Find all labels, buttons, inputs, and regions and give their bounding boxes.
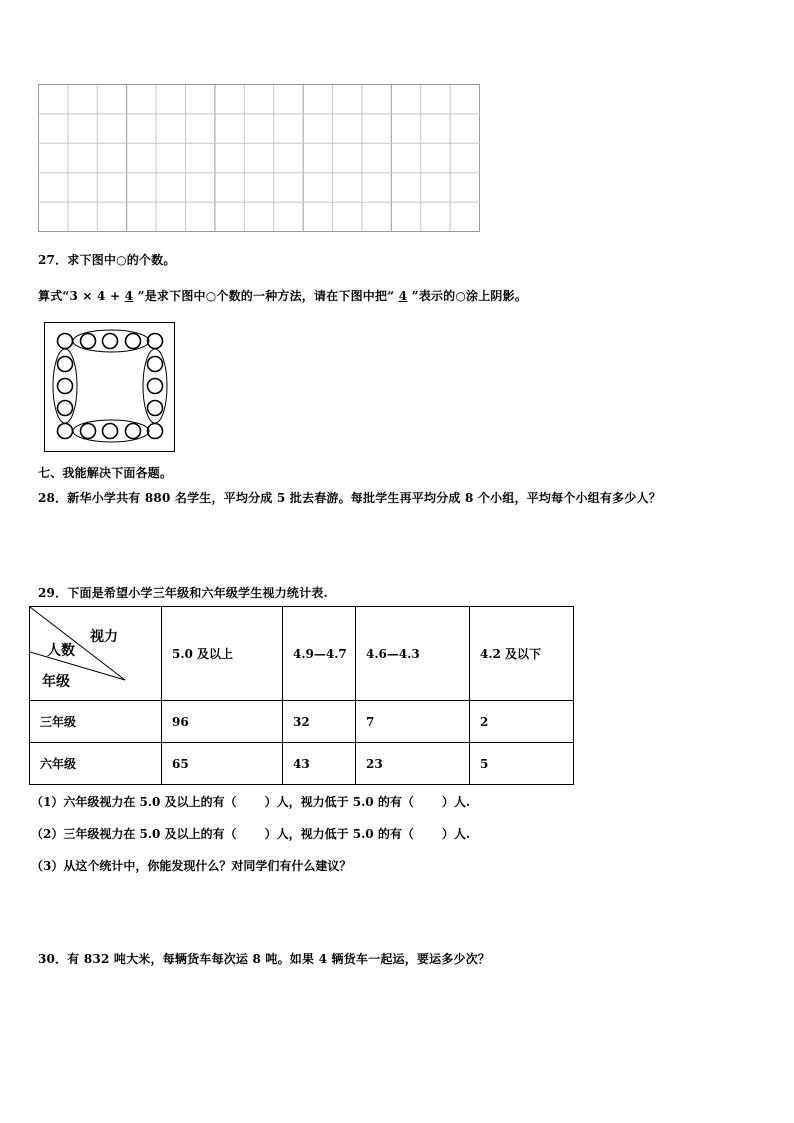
- table-header: 4.9—4.7: [283, 607, 356, 701]
- table-cell-grade: 六年级: [30, 743, 162, 785]
- table-cell: 43: [283, 743, 356, 785]
- circle: [148, 424, 163, 439]
- circle: [148, 334, 163, 349]
- table-row: [30, 743, 574, 785]
- question-29-sub-3: （3）从这个统计中，你能发现什么？对同学们有什么建议？: [31, 859, 352, 873]
- question-30: 30．有 832 吨大米，每辆货车每次运 8 吨。如果 4 辆货车一起运，要运多少次？: [38, 952, 491, 966]
- corner-label-grade: 年级: [42, 674, 70, 690]
- table-cell: 65: [162, 743, 283, 785]
- figure-border: [45, 323, 175, 452]
- formula-mid: ”是求下图中○个数的一种方法，请在下图中把“: [137, 289, 395, 303]
- grid-lines: [38, 84, 480, 232]
- circle: [58, 379, 73, 394]
- circle: [81, 334, 96, 349]
- formula-four-2: 4: [398, 289, 408, 303]
- circle: [148, 379, 163, 394]
- question-28: 28．新华小学共有 880 名学生，平均分成 5 批去春游。每批学生再平均分成 8 个小组，平均每个小组有多少人？: [38, 491, 661, 505]
- table-header-row: [30, 607, 574, 701]
- table-cell: 96: [162, 701, 283, 743]
- formula-four: 4: [124, 289, 134, 303]
- circle-figure[interactable]: [44, 322, 175, 452]
- section-7-title: 七、我能解决下面各题。: [38, 466, 173, 480]
- circle: [58, 401, 73, 416]
- circle: [103, 334, 118, 349]
- table-cell: 23: [356, 743, 470, 785]
- group-ellipse-left: [53, 349, 77, 423]
- group-ellipse-right: [143, 349, 167, 423]
- table-header: 4.2 及以下: [470, 607, 574, 701]
- sub-1-part-c: ）人.: [441, 795, 471, 809]
- formula-suffix: ”表示的○涂上阴影。: [411, 289, 528, 303]
- circle: [148, 401, 163, 416]
- answer-grid: [38, 84, 480, 232]
- table-header: 4.6—4.3: [356, 607, 470, 701]
- table-header: 5.0 及以上: [162, 607, 283, 701]
- circle: [148, 357, 163, 372]
- table-cell-grade: 三年级: [30, 701, 162, 743]
- circle: [126, 334, 141, 349]
- formula-plus: +: [110, 289, 121, 303]
- circle-figure-svg: [44, 322, 175, 452]
- corner-label-vision: 视力: [90, 629, 118, 645]
- table-cell: 5: [470, 743, 574, 785]
- sub-2-part-a: （2）三年级视力在 5.0 及以上的有（: [31, 827, 237, 841]
- corner-label-count: 人数: [47, 643, 75, 659]
- table-cell: 32: [283, 701, 356, 743]
- table-cell: 2: [470, 701, 574, 743]
- sub-2-part-c: ）人.: [441, 827, 471, 841]
- circle: [103, 424, 118, 439]
- circle: [58, 357, 73, 372]
- circle: [126, 424, 141, 439]
- circle: [58, 334, 73, 349]
- formula-prefix: 算式“3 × 4: [38, 289, 106, 303]
- table-corner-cell: [30, 607, 162, 701]
- vision-table: [29, 606, 574, 785]
- sub-2-part-b: ）人，视力低于 5.0 的有（: [264, 827, 414, 841]
- table-cell: 7: [356, 701, 470, 743]
- circle: [81, 424, 96, 439]
- circle: [58, 424, 73, 439]
- table-row: [30, 701, 574, 743]
- question-27-title: 27．求下图中○的个数。: [38, 253, 176, 267]
- question-27-formula: [38, 287, 527, 304]
- sub-1-part-a: （1）六年级视力在 5.0 及以上的有（: [31, 795, 237, 809]
- question-29-sub-2: [31, 825, 470, 842]
- sub-1-part-b: ）人，视力低于 5.0 的有（: [264, 795, 414, 809]
- question-29-title: 29．下面是希望小学三年级和六年级学生视力统计表.: [38, 586, 328, 600]
- question-29-sub-1: [31, 793, 470, 810]
